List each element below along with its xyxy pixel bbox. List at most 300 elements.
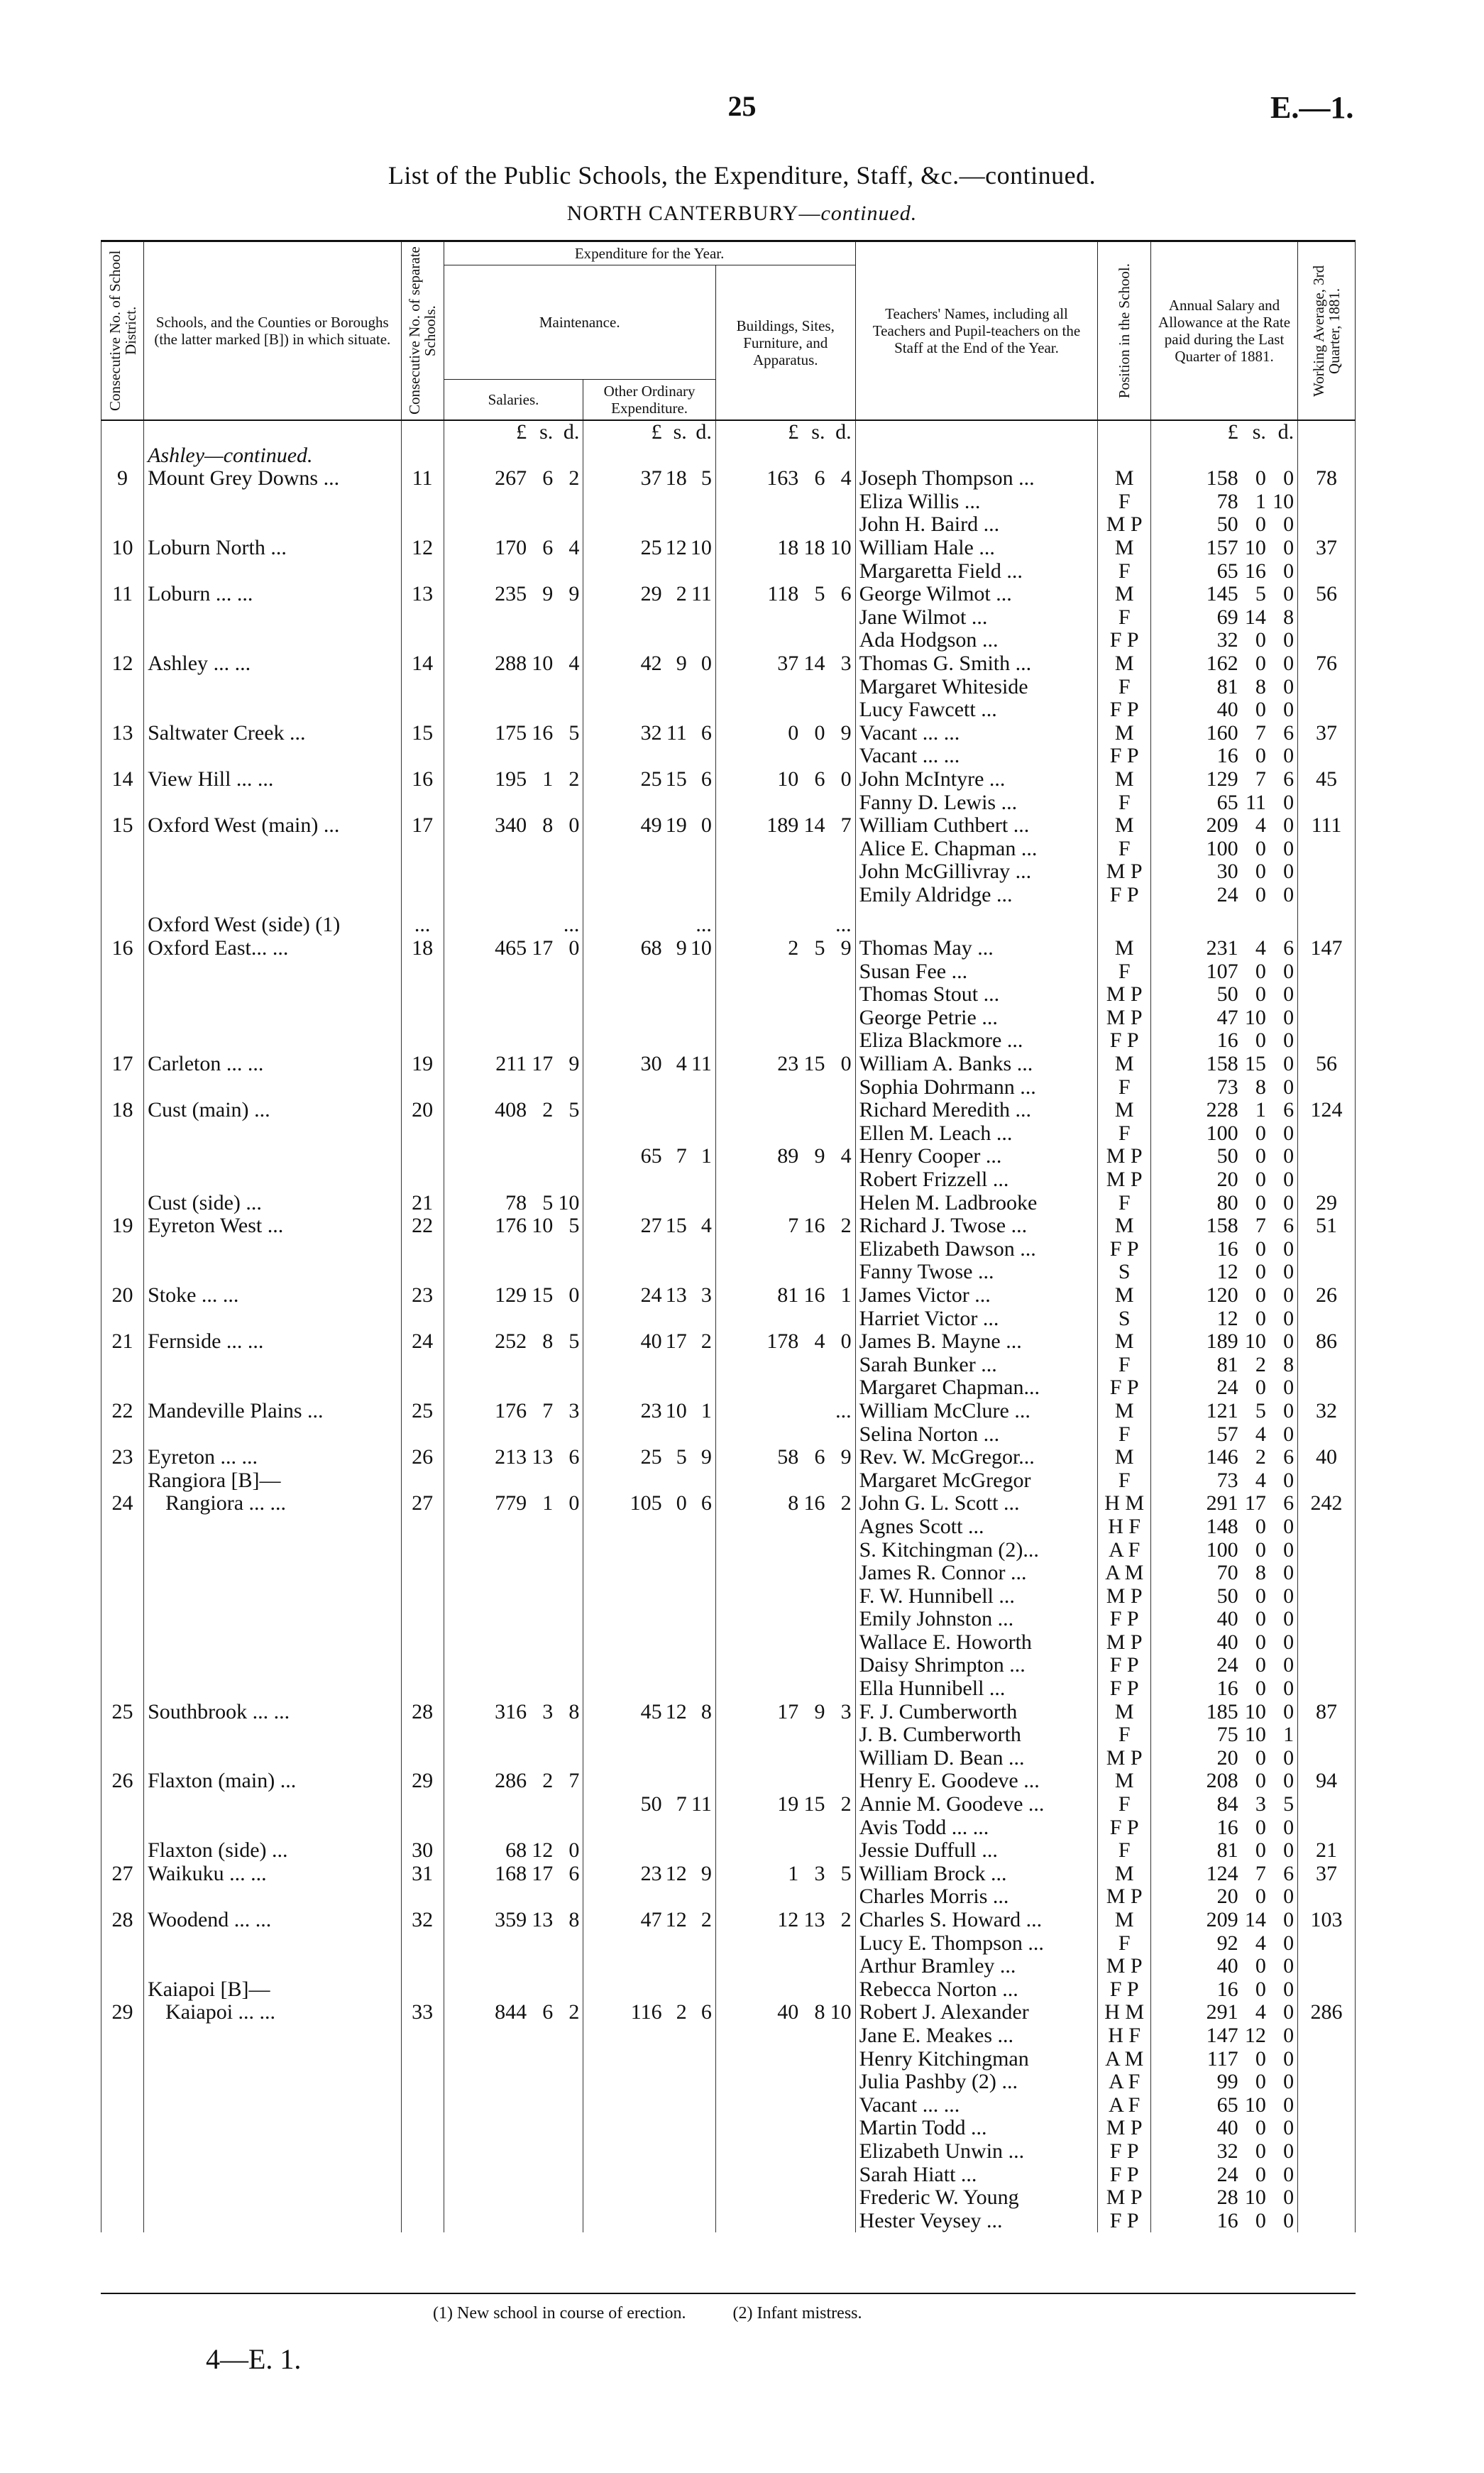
amount-part: 231 — [1206, 936, 1238, 960]
district-no: 21 — [101, 1330, 144, 1354]
amount-part: 19 — [665, 813, 687, 838]
separate-no — [401, 1168, 444, 1192]
separate-no — [401, 1631, 444, 1655]
leader-dots: ... — [992, 1607, 1014, 1631]
leader-dots: ... ... — [208, 651, 251, 675]
amount-part: 45 — [640, 1699, 662, 1723]
separate-no: 24 — [401, 1330, 444, 1354]
position: F P — [1098, 2164, 1151, 2187]
teacher-label: Emily Johnston — [859, 1607, 993, 1631]
separate-no — [401, 1978, 444, 2002]
unit-label: s. — [811, 420, 825, 444]
working-average — [1298, 1354, 1356, 1377]
annual-salary — [1150, 914, 1297, 937]
amount-part: 9 — [840, 1445, 852, 1469]
other-amount — [583, 537, 715, 560]
amount-part: 12 — [1244, 2023, 1266, 2047]
table-row — [101, 1423, 1356, 1447]
district-no — [101, 2186, 144, 2210]
teacher-name — [855, 983, 1098, 1007]
school-label: Ashley—continued. — [148, 443, 313, 467]
amount-part: 100 — [1206, 836, 1238, 860]
table-row — [101, 722, 1356, 745]
teacher-label: William D. Bean — [859, 1745, 1004, 1770]
annual-salary — [1150, 560, 1297, 583]
amount-part: 288 — [495, 651, 527, 675]
teacher-name — [855, 722, 1098, 745]
district-no — [101, 560, 144, 583]
page-number: 25 — [727, 90, 757, 122]
amount-part: 0 — [1283, 2000, 1295, 2024]
salaries-amount — [444, 1816, 583, 1840]
buildings-amount — [715, 1214, 855, 1238]
table-row — [101, 884, 1356, 907]
working-average — [1298, 1608, 1356, 1631]
amount-part: 16 — [803, 1491, 825, 1515]
units-cell — [1098, 420, 1151, 444]
school-name — [144, 768, 402, 791]
amount-part: 209 — [1206, 813, 1238, 838]
district-no — [101, 2094, 144, 2117]
district-no — [101, 1747, 144, 1770]
working-average — [1298, 983, 1356, 1007]
amount-part: 16 — [532, 720, 554, 745]
amount-part: 69 — [1216, 605, 1238, 629]
salaries-amount — [444, 1053, 583, 1076]
buildings-amount — [715, 583, 855, 606]
buildings-amount — [715, 1816, 855, 1840]
position — [1098, 914, 1151, 937]
teacher-label: J. B. Cumberworth — [859, 1723, 1021, 1747]
other-amount — [583, 652, 715, 676]
position: F — [1098, 1469, 1151, 1493]
col-salaries: Salaries. — [444, 380, 583, 421]
amount-part: 0 — [788, 720, 799, 745]
school-label: Rangiora ... — [165, 1491, 265, 1515]
amount-part: 4 — [700, 1214, 712, 1238]
annual-salary — [1150, 1885, 1297, 1909]
teacher-name — [855, 1238, 1098, 1261]
school-label: Saltwater Creek — [148, 720, 285, 745]
amount-part: 3 — [840, 1699, 852, 1723]
district-no: 13 — [101, 722, 144, 745]
leader-dots: ... — [1004, 1653, 1026, 1677]
amount-part: 42 — [640, 651, 662, 675]
amount-part: 2 — [676, 2000, 687, 2024]
amount-part: 0 — [1283, 1260, 1295, 1284]
table-row — [101, 2048, 1356, 2071]
amount-part: 12 — [532, 1838, 554, 1863]
school-name — [144, 2048, 402, 2071]
amount-part: 0 — [1255, 1514, 1266, 1538]
teacher-name — [855, 1978, 1098, 2002]
buildings-amount — [715, 884, 855, 907]
amount-part: 14 — [1244, 605, 1266, 629]
amount-part: 4 — [568, 535, 580, 559]
teacher-label: Charles Morris — [859, 1885, 988, 1909]
position: F — [1098, 1423, 1151, 1447]
amount-part: 0 — [1255, 2139, 1266, 2163]
amount-part: 16 — [1216, 744, 1238, 768]
teacher-name — [855, 1076, 1098, 1100]
working-average — [1298, 1585, 1356, 1608]
amount-part: 10 — [665, 1398, 687, 1422]
district-no: 18 — [101, 1099, 144, 1122]
amount-part: 20 — [1216, 1885, 1238, 1909]
amount-part: 2 — [542, 1769, 554, 1793]
amount-part: 75 — [1216, 1723, 1238, 1747]
school-name — [144, 1562, 402, 1585]
working-average — [1298, 2071, 1356, 2094]
leader-dots: ... — [978, 982, 1000, 1007]
other-amount — [583, 1816, 715, 1840]
amount-part: 70 — [1216, 1561, 1238, 1585]
amount-part: 81 — [1216, 674, 1238, 698]
school-name — [144, 629, 402, 652]
amount-part: 3 — [700, 1283, 712, 1307]
amount-part: 100 — [1206, 1121, 1238, 1145]
amount-part: 14 — [803, 651, 825, 675]
amount-part: 124 — [1206, 1861, 1238, 1885]
leader-dots: ... — [1008, 813, 1030, 838]
amount-part: 6 — [700, 720, 712, 745]
teacher-name — [855, 1192, 1098, 1215]
amount-part: 0 — [1283, 836, 1295, 860]
salaries-amount — [444, 2210, 583, 2233]
salaries-amount — [444, 1631, 583, 1655]
other-amount — [583, 2117, 715, 2140]
annual-salary — [1150, 2164, 1297, 2187]
amount-part: 50 — [1216, 1584, 1238, 1608]
annual-salary — [1150, 1261, 1297, 1284]
salaries-amount — [444, 1076, 583, 1100]
district-no — [101, 1816, 144, 1840]
teacher-label: Agnes Scott — [859, 1514, 963, 1538]
buildings-amount — [715, 983, 855, 1007]
school-name — [144, 1631, 402, 1655]
amount-part: 65 — [1216, 2093, 1238, 2117]
amount-part: 2 — [840, 1792, 852, 1816]
separate-no: 28 — [401, 1701, 444, 1724]
amount-part: 25 — [640, 1445, 662, 1469]
district-no: 9 — [101, 467, 144, 490]
leader-dots: ... — [240, 1190, 262, 1214]
teacher-label: Wallace E. Howorth — [859, 1630, 1032, 1654]
amount-part: 0 — [1283, 559, 1295, 583]
other-amount — [583, 1469, 715, 1493]
leader-dots: ... — [1010, 860, 1032, 884]
school-name — [144, 513, 402, 537]
teacher-label: Ella Hunnibell — [859, 1677, 984, 1701]
other-amount — [583, 1839, 715, 1863]
table-row — [101, 1400, 1356, 1423]
school-name — [144, 1608, 402, 1631]
salaries-amount: ... — [444, 914, 583, 937]
salaries-amount — [444, 2186, 583, 2210]
col-maintenance: Maintenance. — [444, 265, 715, 380]
amount-part: 37 — [640, 466, 662, 490]
teacher-name — [855, 1145, 1098, 1168]
footnote-1: (1) New school in course of erection. — [433, 2304, 686, 2323]
school-name — [144, 2186, 402, 2210]
salaries-amount — [444, 1492, 583, 1515]
working-average: 26 — [1298, 1284, 1356, 1307]
amount-part: 6 — [568, 1861, 580, 1885]
amount-part: 57 — [1216, 1422, 1238, 1446]
table-row — [101, 814, 1356, 838]
position: F P — [1098, 2140, 1151, 2164]
working-average — [1298, 1539, 1356, 1562]
salaries-amount — [444, 1238, 583, 1261]
school-name — [144, 1145, 402, 1168]
table-row — [101, 1978, 1356, 2002]
teacher-label: Richard J. Twose — [859, 1214, 1006, 1238]
working-average — [1298, 1515, 1356, 1539]
annual-salary — [1150, 1515, 1297, 1539]
position: F P — [1098, 1677, 1151, 1701]
amount-part: 0 — [568, 1283, 580, 1307]
amount-part: 13 — [803, 1908, 825, 1931]
buildings-amount — [715, 490, 855, 514]
leader-dots: ... — [1003, 2139, 1025, 2163]
position: F P — [1098, 1029, 1151, 1053]
annual-salary — [1150, 983, 1297, 1007]
amount-part: 10 — [830, 2000, 852, 2024]
other-amount — [583, 1007, 715, 1030]
district-no — [101, 1723, 144, 1747]
table-row — [101, 1747, 1356, 1770]
amount-part: 25 — [640, 767, 662, 791]
amount-part: 5 — [568, 1098, 580, 1122]
teacher-name — [855, 2001, 1098, 2024]
unit-label: £ — [516, 420, 527, 444]
teacher-label: Sophia Dohrmann — [859, 1075, 1015, 1099]
working-average: 124 — [1298, 1099, 1356, 1122]
working-average — [1298, 2117, 1356, 2140]
leader-dots: ... — [985, 1861, 1007, 1885]
teacher-name — [855, 467, 1098, 490]
district-no: 16 — [101, 937, 144, 960]
leader-dots: ... — [302, 1398, 324, 1422]
amount-part: 3 — [814, 1861, 825, 1885]
position: M P — [1098, 983, 1151, 1007]
school-name — [144, 606, 402, 630]
teacher-name — [855, 1007, 1098, 1030]
amount-part: 24 — [1216, 1376, 1238, 1400]
teacher-label: Rebecca Norton — [859, 1977, 997, 2001]
amount-part: 0 — [1255, 2208, 1266, 2232]
leader-dots: ... — [981, 2208, 1003, 2232]
salaries-amount — [444, 1585, 583, 1608]
amount-part: 1 — [840, 1283, 852, 1307]
district-no: 14 — [101, 768, 144, 791]
separate-no — [401, 1677, 444, 1701]
gap-cell — [444, 906, 583, 914]
amount-part: 9 — [676, 936, 687, 960]
position: A F — [1098, 1539, 1151, 1562]
separate-no — [401, 860, 444, 884]
leader-dots: ... — [262, 1214, 284, 1238]
amount-part: 9 — [542, 582, 554, 606]
buildings-amount — [715, 1376, 855, 1400]
amount-part: 7 — [676, 1792, 687, 1816]
other-amount — [583, 960, 715, 984]
amount-part: 0 — [1255, 1838, 1266, 1863]
annual-salary — [1150, 1492, 1297, 1515]
teacher-name — [855, 606, 1098, 630]
amount-part: 68 — [640, 936, 662, 960]
working-average: 56 — [1298, 1053, 1356, 1076]
leader-dots: ... — [318, 813, 340, 838]
separate-no — [401, 1955, 444, 1978]
salaries-amount — [444, 1863, 583, 1886]
table-row — [101, 444, 1356, 468]
leader-dots: ... ... — [210, 582, 253, 606]
amount-part: 0 — [1255, 1885, 1266, 1909]
amount-part: 17 — [532, 936, 554, 960]
salaries-amount — [444, 1145, 583, 1168]
separate-no — [401, 1747, 444, 1770]
teacher-label: Lucy Fawcett — [859, 698, 976, 722]
leader-dots: ... — [1016, 836, 1038, 860]
amount-part: 7 — [1255, 767, 1266, 791]
amount-part: 9 — [676, 651, 687, 675]
amount-part: 10 — [1244, 1723, 1266, 1747]
amount-part: 8 — [1283, 1352, 1295, 1376]
salaries-amount — [444, 2140, 583, 2164]
amount-part: 0 — [1283, 1653, 1295, 1677]
teacher-label: Vacant — [859, 744, 918, 768]
separate-no — [401, 676, 444, 699]
teacher-label: Fanny Twose — [859, 1260, 973, 1284]
amount-part: 3 — [1255, 1792, 1266, 1816]
amount-part: 20 — [1216, 1168, 1238, 1191]
teacher-label: John McGillivray — [859, 860, 1011, 884]
separate-no — [401, 606, 444, 630]
position: F P — [1098, 884, 1151, 907]
amount-part: 0 — [1283, 1075, 1295, 1099]
amount-part: 0 — [1255, 1283, 1266, 1307]
amount-part: 176 — [495, 1398, 527, 1422]
amount-part: 0 — [1283, 1422, 1295, 1446]
salaries-amount — [444, 1539, 583, 1562]
position: M P — [1098, 2186, 1151, 2210]
teacher-label: Julia Pashby (2) — [859, 2070, 996, 2094]
teacher-name — [855, 1099, 1098, 1122]
annual-salary — [1150, 1238, 1297, 1261]
amount-part: 0 — [1283, 2208, 1295, 2232]
leader-dots: ... — [984, 767, 1006, 791]
separate-no: 13 — [401, 583, 444, 606]
amount-part: 121 — [1206, 1398, 1238, 1422]
school-name — [144, 537, 402, 560]
amount-part: 779 — [495, 1491, 527, 1515]
working-average — [1298, 1076, 1356, 1100]
teacher-name — [855, 1168, 1098, 1192]
buildings-amount — [715, 1654, 855, 1677]
other-amount — [583, 467, 715, 490]
buildings-amount — [715, 2048, 855, 2071]
teacher-name — [855, 914, 1098, 937]
amount-part: 2 — [700, 1908, 712, 1931]
position: M P — [1098, 2117, 1151, 2140]
amount-part: 13 — [532, 1445, 554, 1469]
teacher-name — [855, 1909, 1098, 1932]
district-no — [101, 1168, 144, 1192]
working-average — [1298, 745, 1356, 768]
position: F P — [1098, 629, 1151, 652]
other-amount — [583, 1284, 715, 1307]
teacher-name — [855, 1816, 1098, 1840]
buildings-amount — [715, 1261, 855, 1284]
signature-mark: 4—E. 1. — [206, 2343, 302, 2375]
amount-part: 0 — [1255, 1029, 1266, 1053]
other-amount — [583, 1631, 715, 1655]
teacher-name — [855, 560, 1098, 583]
unit-label: s. — [539, 420, 554, 444]
annual-salary — [1150, 1701, 1297, 1724]
working-average — [1298, 1007, 1356, 1030]
other-amount — [583, 1307, 715, 1331]
amount-part: 8 — [788, 1491, 799, 1515]
school-name — [144, 2210, 402, 2233]
teacher-name — [855, 1053, 1098, 1076]
position: M P — [1098, 1145, 1151, 1168]
leader-dots: ... — [977, 1306, 999, 1330]
teacher-name — [855, 860, 1098, 884]
amount-part: 0 — [1283, 1329, 1295, 1354]
position: F — [1098, 1354, 1151, 1377]
district-no — [101, 1608, 144, 1631]
district-no — [101, 1654, 144, 1677]
teacher-label: Robert J. Alexander — [859, 2000, 1029, 2024]
district-no: 17 — [101, 1053, 144, 1076]
amount-part: 11 — [691, 1792, 712, 1816]
position: M — [1098, 1330, 1151, 1354]
amount-part: 0 — [1283, 2186, 1295, 2210]
position: M — [1098, 1770, 1151, 1793]
table-body — [101, 420, 1356, 2232]
table-row — [101, 1076, 1356, 1100]
amount-part: 0 — [1283, 1838, 1295, 1863]
amount-part: 19 — [777, 1792, 799, 1816]
district-no — [101, 1955, 144, 1978]
amount-part: 16 — [1216, 1677, 1238, 1701]
salaries-amount — [444, 838, 583, 861]
separate-no — [401, 1376, 444, 1400]
separate-no — [401, 983, 444, 1007]
table-row — [101, 1863, 1356, 1886]
leader-dots: ... — [962, 1514, 984, 1538]
amount-part: 286 — [495, 1769, 527, 1793]
amount-part: 10 — [558, 1190, 580, 1214]
buildings-amount — [715, 1932, 855, 1956]
leader-dots: ... — [973, 535, 995, 559]
other-amount: ... — [583, 914, 715, 937]
annual-salary — [1150, 814, 1297, 838]
amount-part: 0 — [1255, 882, 1266, 906]
teacher-label: Elizabeth Unwin — [859, 2139, 1004, 2163]
buildings-amount — [715, 2140, 855, 2164]
salaries-amount — [444, 1261, 583, 1284]
amount-part: 73 — [1216, 1075, 1238, 1099]
leader-dots: ... — [966, 605, 988, 629]
teacher-name — [855, 583, 1098, 606]
amount-part: 209 — [1206, 1908, 1238, 1931]
separate-no — [401, 791, 444, 815]
separate-no — [401, 1562, 444, 1585]
school-name cont — [144, 444, 402, 468]
